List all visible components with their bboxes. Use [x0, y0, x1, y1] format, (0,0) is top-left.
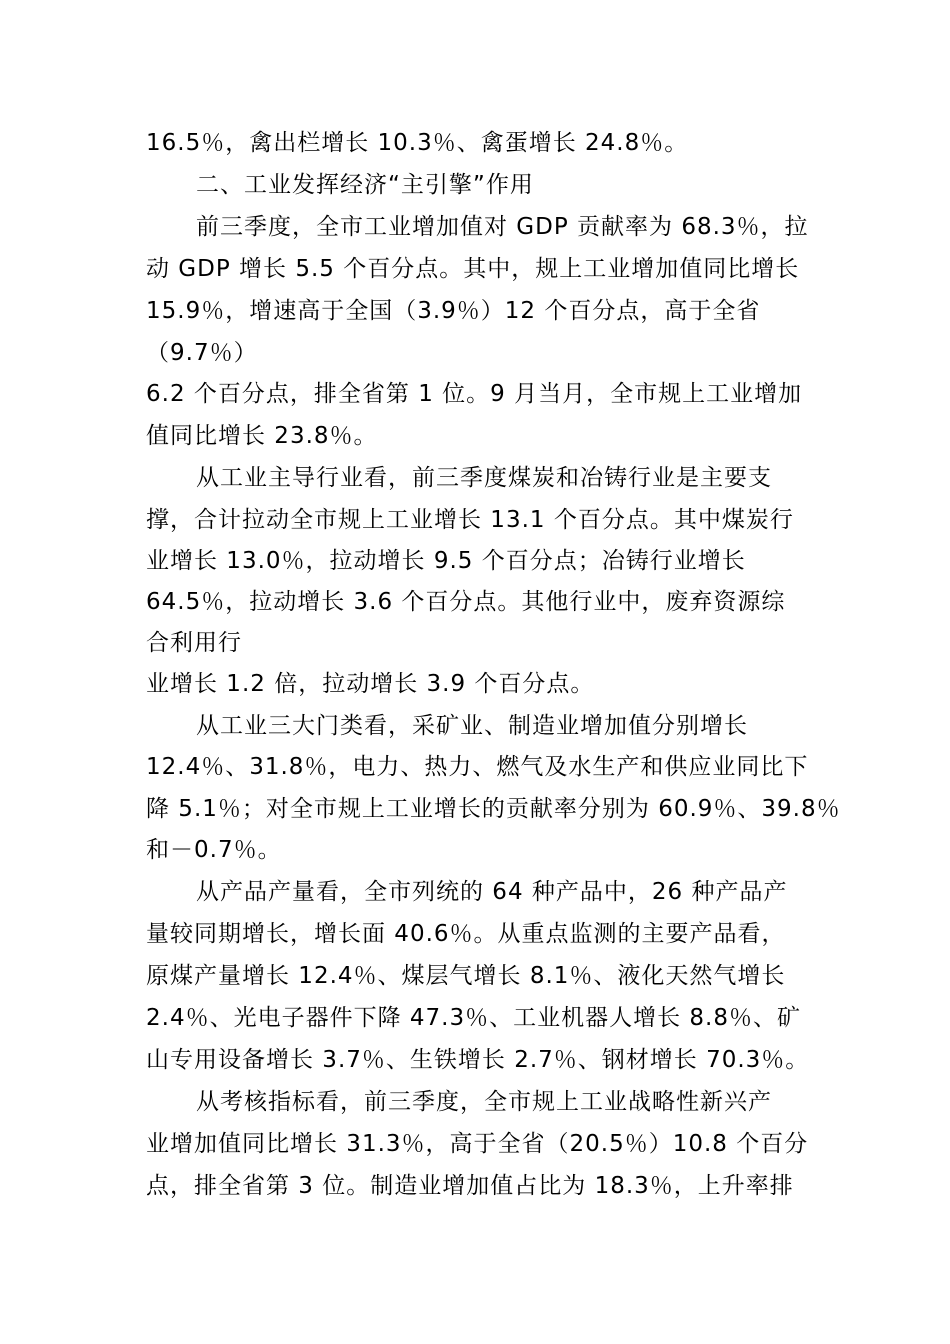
paragraph-line: 64.5％，拉动增长 3.6 个百分点。其他行业中，废弃资源综 [146, 589, 786, 615]
paragraph-line: 6.2 个百分点，排全省第 1 位。9 月当月，全市规上工业增加 [146, 381, 803, 407]
paragraph-line: 业增长 13.0％，拉动增长 9.5 个百分点；冶铸行业增长 [146, 548, 746, 574]
paragraph-line: 撑，合计拉动全市规上工业增长 13.1 个百分点。其中煤炭行 [146, 507, 794, 533]
paragraph-line: 业增长 1.2 倍，拉动增长 3.9 个百分点。 [146, 671, 595, 697]
paragraph-line: 合利用行 [146, 630, 242, 656]
paragraph-line: 12.4％、31.8％，电力、热力、燃气及水生产和供应业同比下 [146, 754, 809, 780]
paragraph-line: 点，排全省第 3 位。制造业增加值占比为 18.3％，上升率排 [146, 1173, 794, 1199]
paragraph-line: 原煤产量增长 12.4％、煤层气增长 8.1％、液化天然气增长 [146, 963, 786, 989]
paragraph-line: （9.7％） [146, 340, 258, 366]
paragraph-line: 从工业三大门类看，采矿业、制造业增加值分别增长 [196, 713, 748, 739]
paragraph-line: 值同比增长 23.8％。 [146, 423, 378, 449]
paragraph-line: 业增加值同比增长 31.3％，高于全省（20.5％）10.8 个百分 [146, 1131, 809, 1157]
paragraph-line: 从工业主导行业看，前三季度煤炭和冶铸行业是主要支 [196, 465, 772, 491]
paragraph-line: 从产品产量看，全市列统的 64 种产品中，26 种产品产 [196, 879, 788, 905]
paragraph-line: 15.9％，增速高于全国（3.9％）12 个百分点，高于全省 [146, 298, 761, 324]
paragraph-line: 山专用设备增长 3.7％、生铁增长 2.7％、钢材增长 70.3％。 [146, 1047, 810, 1073]
paragraph-line: 降 5.1％；对全市规上工业增长的贡献率分别为 60.9％、39.8％ [146, 796, 841, 822]
paragraph-line: 量较同期增长，增长面 40.6％。从重点监测的主要产品看， [146, 921, 786, 947]
paragraph-line: 从考核指标看，前三季度，全市规上工业战略性新兴产 [196, 1089, 772, 1115]
paragraph-line: 动 GDP 增长 5.5 个百分点。其中，规上工业增加值同比增长 [146, 256, 800, 282]
paragraph-line: 和－0.7％。 [146, 837, 282, 863]
text-line: 16.5％，禽出栏增长 10.3％、禽蛋增长 24.8％。 [146, 130, 689, 156]
paragraph-line: 2.4％、光电子器件下降 47.3％、工业机器人增长 8.8％、矿 [146, 1005, 801, 1031]
paragraph-line: 前三季度，全市工业增加值对 GDP 贡献率为 68.3％，拉 [196, 214, 809, 240]
section-heading: 二、工业发挥经济“主引擎”作用 [196, 172, 534, 198]
